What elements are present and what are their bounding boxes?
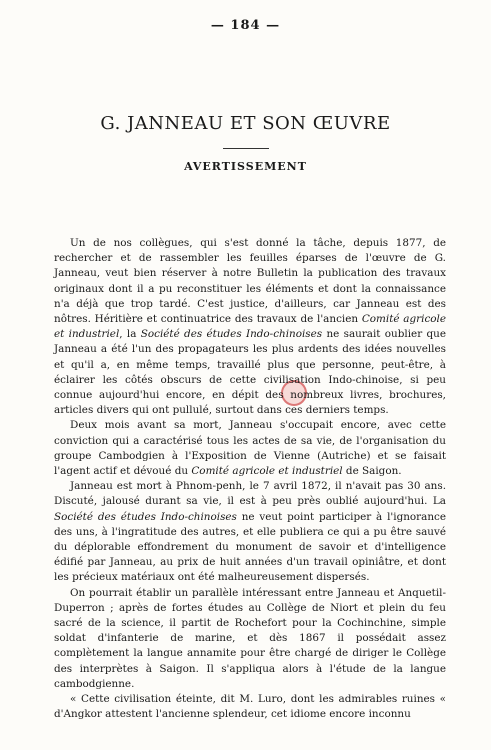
paragraph — [54, 586, 446, 692]
text-run: ne veut point participer à l'ignorance des uns, à l'ingratitude des autres, et elle publiera ce qui a pu être sauvé du déplorable effondrement du monument de savoir et d'intelligence édifié par Janneau, au prix de huit années d'un travail opiniâtre, et dont les précieux matériaux ont été malheureusement dispersés. — [54, 510, 446, 584]
text-run: Janneau est mort à Phnom-penh, le 7 avril 1872, il n'avait pas 30 ans. Discuté, jalousé durant sa vie, il est à peu près oublié aujourd'hui. La — [54, 480, 446, 508]
text-run: de Saigon. — [342, 465, 402, 478]
italic-text: Comité agricole et industriel — [191, 465, 343, 478]
italic-text: Société des études Indo-chinoises — [54, 510, 237, 523]
section-heading: AVERTISSEMENT — [184, 160, 307, 173]
text-run: Deux mois avant sa mort, Janneau s'occupait encore, avec cette conviction qui a caractérisé tous les actes de sa vie, de l'organisation du groupe Cambodgien à l'Exposition de Vienne (Autriche) et se faisait l'agent actif et dévoué du — [54, 419, 446, 478]
title-divider — [223, 148, 269, 149]
text-run: ne saurait oublier que Janneau a été l'un des propagateurs les plus ardents des idées nouvelles et qu'il a, en même temps, travaillé plus que personne, peut-être, à éclairer les côtés obscurs de cette civilisation Indo-chinoise, si peu connue aujourd'hui encore, en dépit des nombreux livres, brochures, articles divers qui ont pullulé, surtout dans ces derniers temps. — [54, 328, 446, 417]
text-run: , la — [119, 328, 141, 341]
paragraph — [54, 418, 446, 479]
paragraph — [54, 236, 446, 418]
italic-text: Société des études Indo-chinoises — [140, 328, 323, 341]
paragraph — [54, 479, 446, 585]
italic-text: Comité agricole et industriel — [54, 313, 446, 341]
page-number: — 184 — — [210, 18, 281, 33]
text-run: On pourrait établir un parallèle intéressant entre Janneau et Anquetil-Duperron ; après de fortes études au Collège de Niort et plein du feu sacré de la science, il partit de Rochefort pour la Cochinchine, simple soldat d'infanterie de marine, et dès 1867 il possédait assez complètement la langue annamite pour être chargé de diriger le Collège des interprètes à Saigon. Il s'appliqua alors à l'étude de la langue cambodgienne. — [54, 586, 446, 690]
text-run: Un de nos collègues, qui s'est donné la tâche, depuis 1877, de rechercher et de rassembler les feuilles éparses de l'œuvre de G. Janneau, veut bien réserver à notre Bulletin la publication des travaux originaux dont il a pu reconstituer les éléments et dont la connaissance n'a déjà que trop tardé. C'est justice, d'ailleurs, car Janneau est des nôtres. Héritière et continuatrice des travaux de l'ancien — [54, 237, 446, 326]
body-text — [54, 236, 446, 723]
text-run: « Cette civilisation éteinte, dit M. Luro, dont les admirables ruines « d'Angkor attestent l'ancienne splendeur, cet idiome encore inconnu — [54, 693, 446, 721]
page-title: G. JANNEAU ET SON ŒUVRE — [100, 113, 391, 134]
paragraph — [54, 692, 446, 722]
